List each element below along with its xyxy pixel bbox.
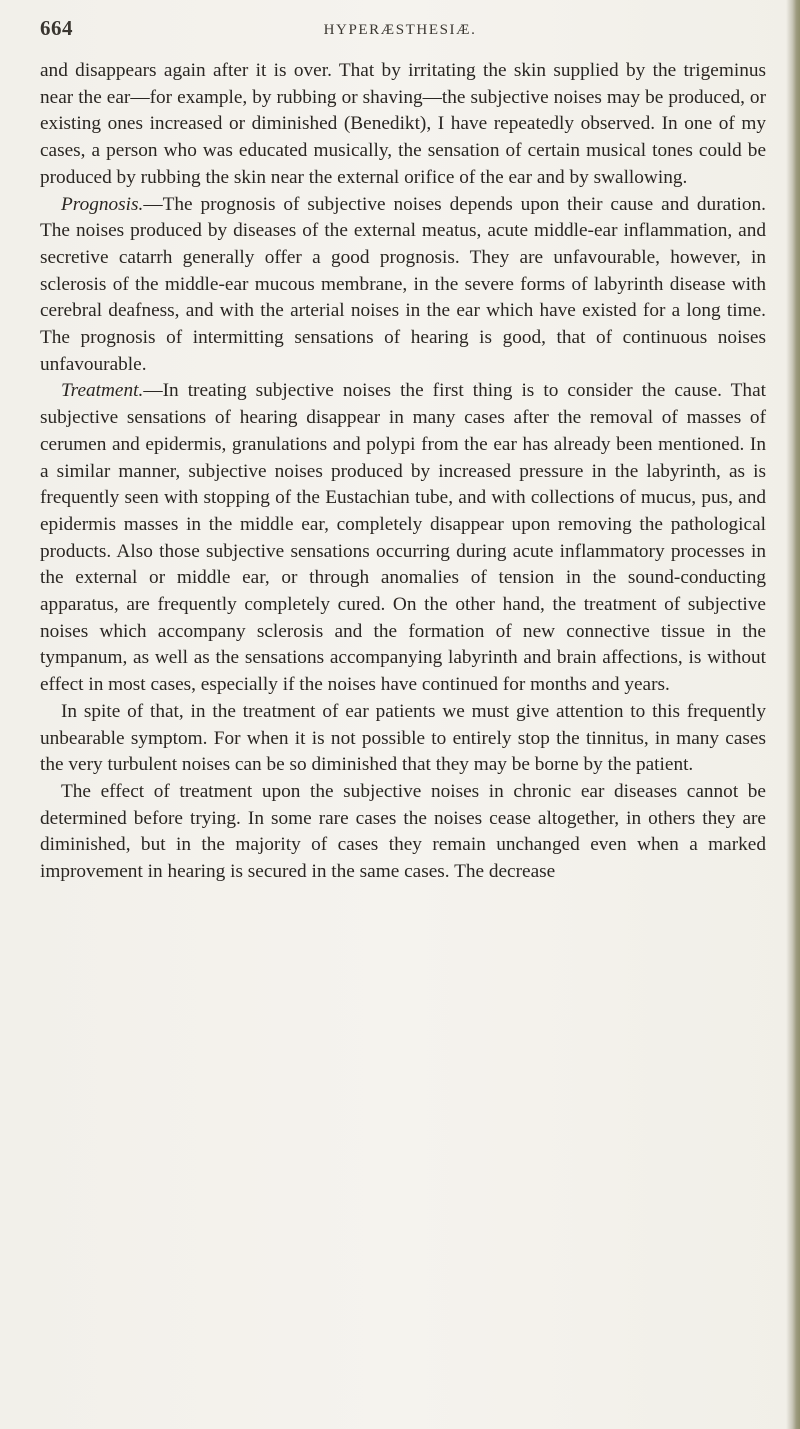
paragraph-prognosis (40, 192, 766, 379)
section-heading-prognosis: Prognosis. (61, 193, 144, 215)
paragraph-text: In spite of that, in the treatment of ear patients we must give attention to this frequently unbearable symptom. For when it is not possible to entirely stop the tinnitus, in many cases the very turbulent noises can be so diminished that they may be borne by the patient. (40, 700, 766, 776)
paragraph (40, 58, 766, 192)
paragraph-text: —The prognosis of subjective noises depends upon their cause and duration. The noises produced by diseases of the external meatus, acute middle-ear inflammation, and secretive catarrh generally offer a good prognosis. They are unfavourable, however, in sclerosis of the middle-ear mucous membrane, in the severe forms of labyrinth disease with cerebral deafness, and with the arterial noises in the ear which have existed for a long time. The prognosis of intermitting sensations of hearing is good, that of continuous noises unfavourable. (40, 193, 766, 375)
body-text (40, 58, 766, 886)
page-edge-shadow (786, 0, 800, 1429)
paragraph-text: and disappears again after it is over. That by irritating the skin supplied by the trigeminus near the ear—for example, by rubbing or shaving—the subjective noises may be produced, or existing ones increased or diminished (Benedikt), I have repeatedly observed. In one of my cases, a person who was educated musically, the sensation of certain musical tones could be produced by rubbing the skin near the external orifice of the ear and by swallowing. (40, 60, 766, 188)
page-number: 664 (40, 16, 73, 40)
paragraph (40, 699, 766, 779)
paragraph-treatment (40, 378, 766, 698)
paragraph-text: The effect of treatment upon the subjective noises in chronic ear diseases cannot be determined before trying. In some rare cases the noises cease altogether, in others they are diminished, but in the majority of cases they remain unchanged even when a marked improvement in hearing is secured in the same cases. The decrease (40, 780, 766, 883)
running-head: HYPERÆSTHESIÆ. (323, 22, 477, 38)
paragraph-text: —In treating subjective noises the first thing is to consider the cause. That subjective sensations of hearing disappear in many cases after the removal of masses of cerumen and epidermis, granulations and polypi from the ear has already been mentioned. In a similar manner, subjective noises produced by increased pressure in the labyrinth, as is frequently seen with stopping of the Eustachian tube, and with collections of mucus, pus, and epidermis masses in the middle ear, completely disappear upon removing the pathological products. Also those subjective sensations occurring during acute inflammatory processes in the external or middle ear, or through anomalies of tension in the sound-conducting apparatus, are frequently completely cured. On the other hand, the treatment of subjective noises which accompany sclerosis and the formation of new connective tissue in the tympanum, as well as the sensations accompanying labyrinth and brain affections, is without effect in most cases, especially if the noises have continued for months and years. (40, 380, 766, 696)
page-header (40, 16, 760, 46)
section-heading-treatment: Treatment. (61, 380, 144, 402)
paragraph (40, 779, 766, 886)
